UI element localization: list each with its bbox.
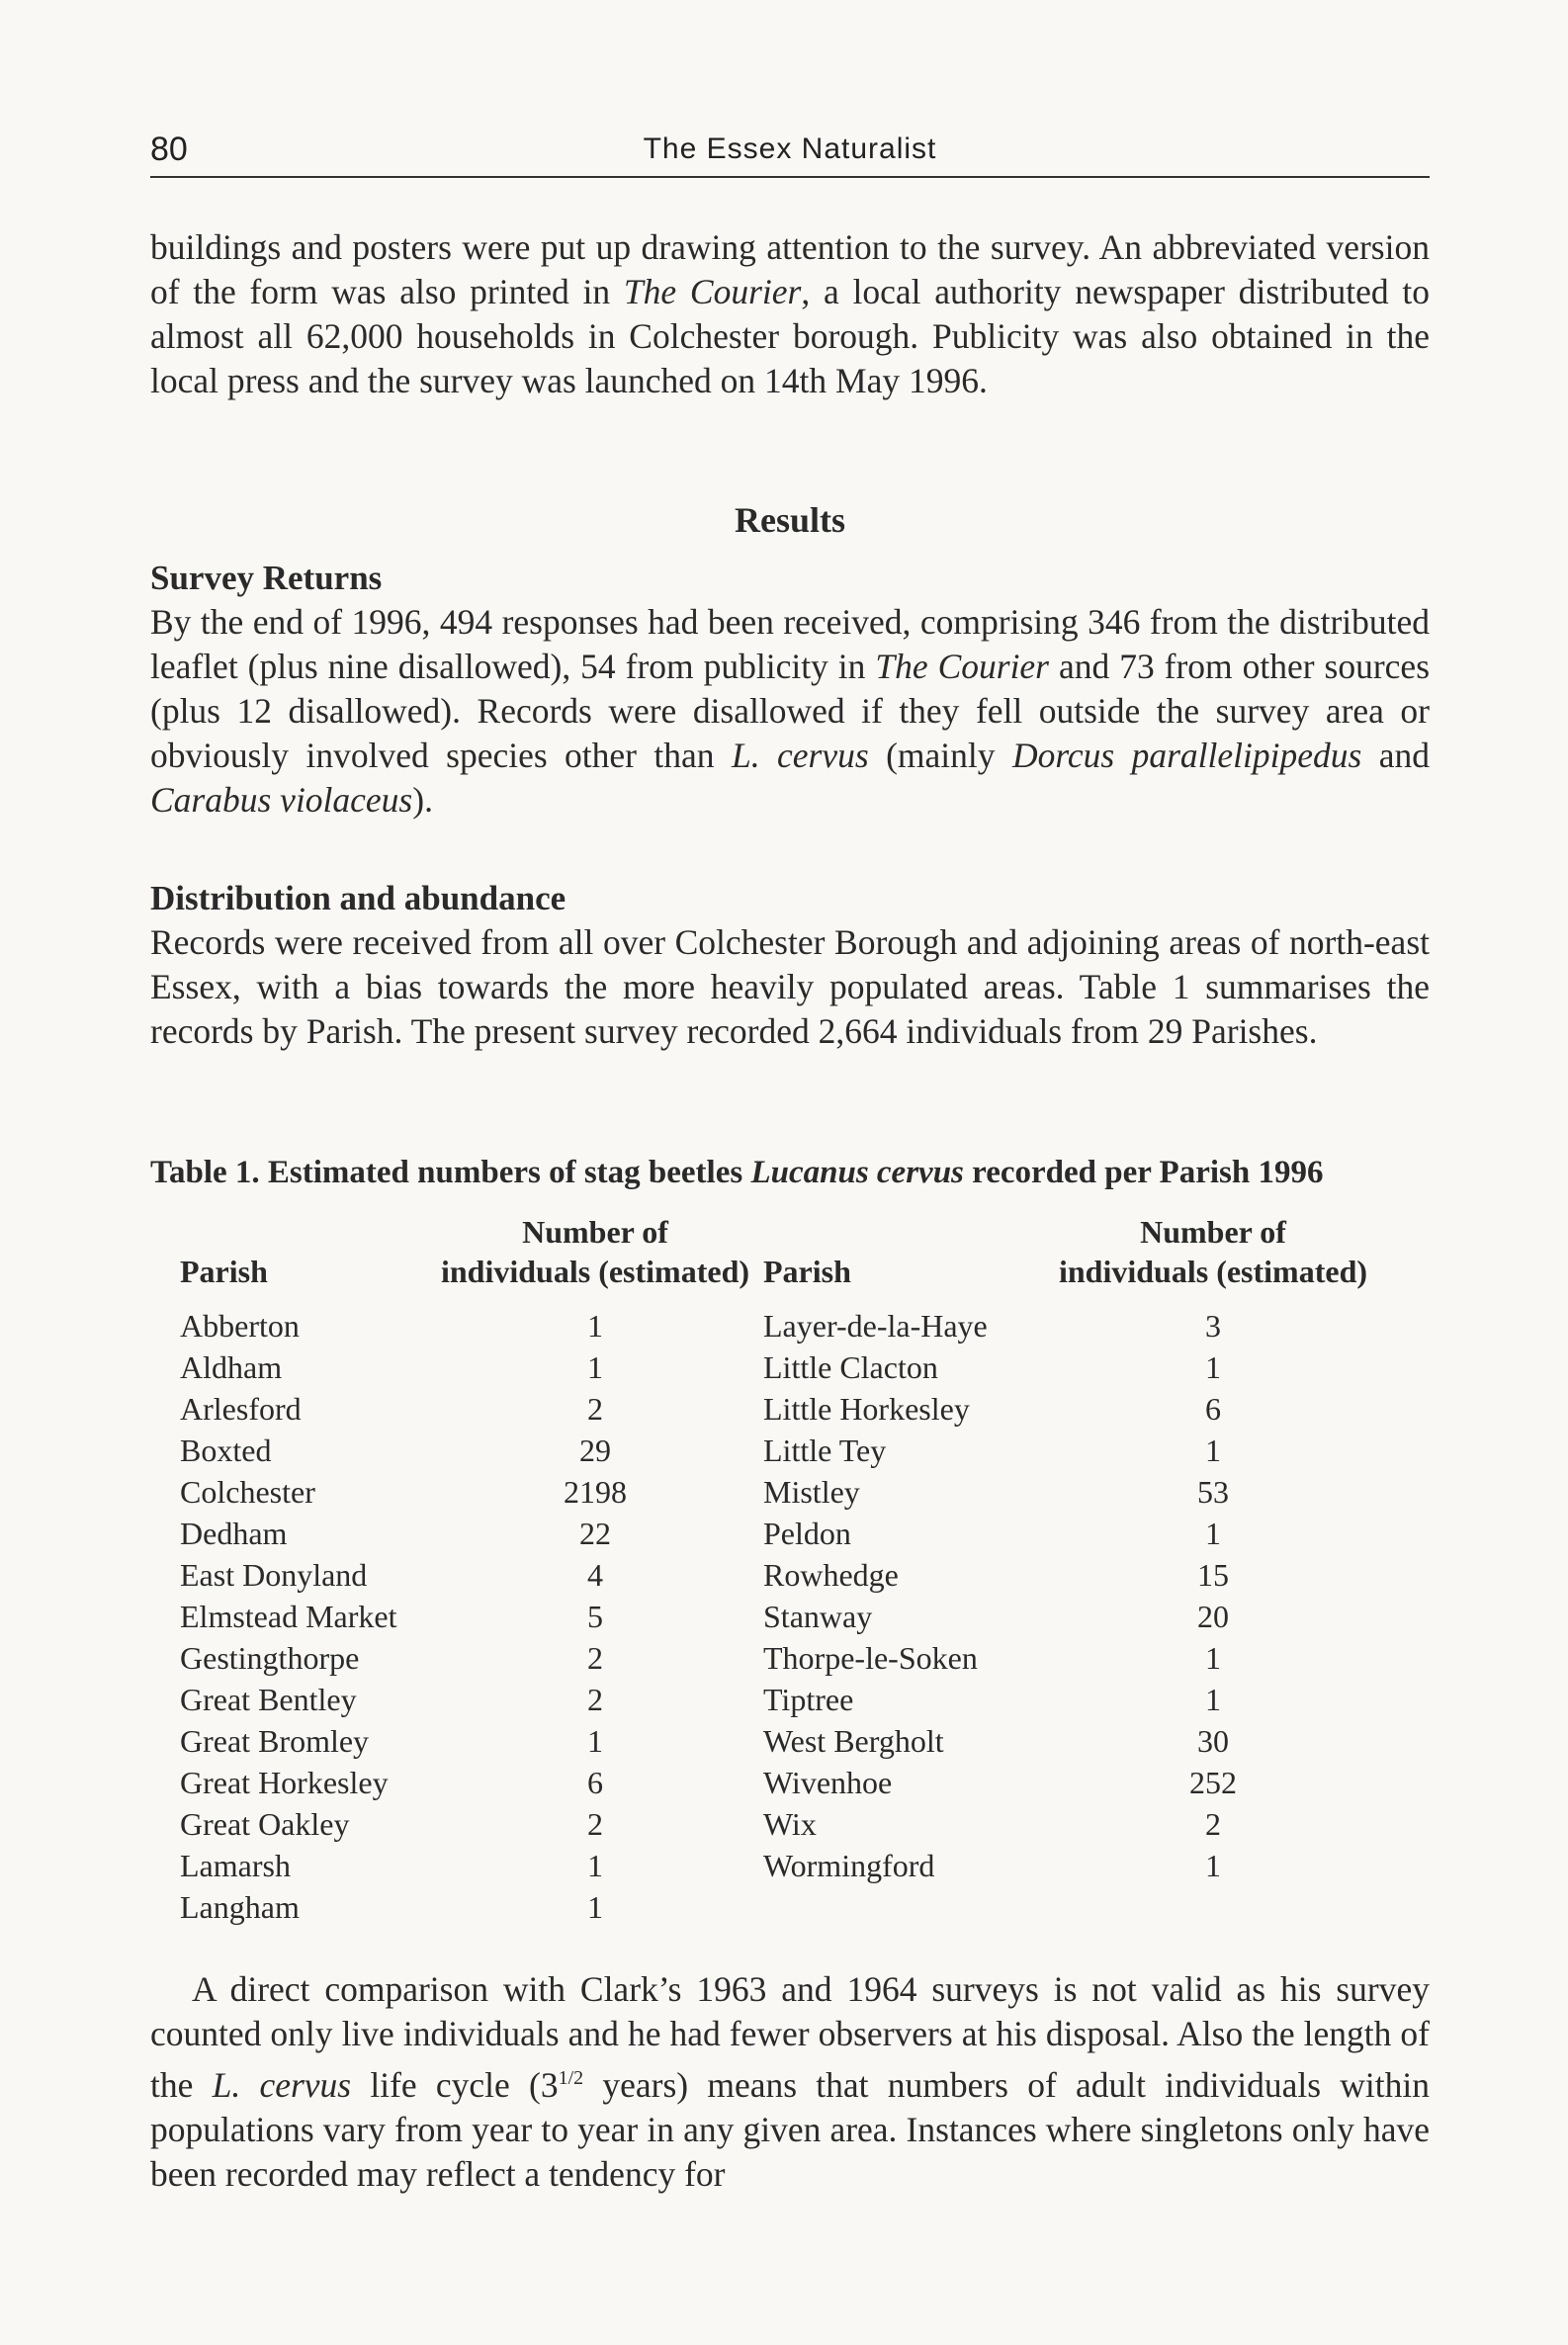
count-cell: 15 (1197, 1557, 1229, 1593)
running-head (150, 127, 1430, 178)
survey-returns-paragraph: By the end of 1996, 494 responses had been received, comprising 346 from the distributed leaflet (plus nine disallowed), 54 from publicity in The Courier and 73 from other sources (plus 12 disallowed). Records were disallowed if they fell outside the survey area or obviously involved species other than L. cervus (mainly Dorcus parallelipipedus and Carabus violaceus). (150, 602, 1431, 820)
parish-cell: Great Bromley (180, 1723, 370, 1759)
count-cell: 3 (1205, 1308, 1221, 1344)
table-row (180, 1430, 1416, 1471)
count-cell: 2198 (564, 1474, 627, 1510)
count-cell: 6 (1205, 1391, 1221, 1427)
count-cell: 30 (1197, 1723, 1229, 1759)
parish-cell: Arlesford (180, 1391, 302, 1427)
parish-cell: Wormingford (763, 1848, 935, 1883)
parish-cell: Colchester (180, 1474, 315, 1510)
table-row (180, 1845, 1416, 1886)
column-header-number: Number of individuals (estimated) (440, 1214, 750, 1289)
count-cell: 29 (579, 1433, 611, 1468)
table-caption: Table 1. Estimated numbers of stag beetles Lucanus cervus recorded per Parish 1996 (150, 1155, 1324, 1190)
parish-cell: Great Bentley (180, 1682, 357, 1717)
parish-cell (763, 1886, 1010, 1928)
survey-returns-section (150, 556, 1430, 823)
parish-cell: Thorpe-le-Soken (763, 1640, 978, 1676)
parish-cell: Wivenhoe (763, 1765, 893, 1800)
table-row (180, 1346, 1416, 1388)
parish-cell: Little Tey (763, 1433, 887, 1468)
table-row (180, 1679, 1416, 1720)
intro-paragraph-block (150, 225, 1430, 403)
count-cell: 2 (587, 1682, 603, 1717)
parish-cell: Little Horkesley (763, 1391, 970, 1427)
parish-cell: Abberton (180, 1308, 300, 1344)
parish-cell: Lamarsh (180, 1848, 291, 1883)
distribution-section (150, 876, 1430, 1054)
parish-cell: Aldham (180, 1349, 283, 1385)
column-header-parish-2: Parish (763, 1254, 851, 1289)
count-cell: 5 (587, 1599, 603, 1634)
parish-cell: Langham (180, 1889, 300, 1925)
count-cell: 1 (1205, 1349, 1221, 1385)
parish-cell: Layer-de-la-Haye (763, 1308, 988, 1344)
count-cell: 53 (1197, 1474, 1229, 1510)
count-cell: 1 (1205, 1516, 1221, 1551)
table-row (180, 1637, 1416, 1679)
count-cell: 252 (1189, 1765, 1237, 1800)
parish-cell: Wix (763, 1806, 817, 1842)
distribution-paragraph: Records were received from all over Colchester Borough and adjoining areas of north-east Essex, with a bias towards the more heavily populated areas. Table 1 summarises the records by Parish. The present survey recorded 2,664 individuals from 29 Parishes. (150, 922, 1430, 1051)
survey-returns-heading: Survey Returns (150, 559, 383, 597)
parish-cell: East Donyland (180, 1557, 368, 1593)
table-header-row (180, 1212, 1416, 1291)
final-paragraph: A direct comparison with Clark’s 1963 and 1964 surveys is not valid as his survey counted only live individuals and he had fewer observers at his disposal. Also the length of the L. cervus life cycle ($3^{1/2}$ years) means that numbers of adult individuals within populations vary from year to year in any given area. Instances where singletons only have been recorded may reflect a tendency for (150, 1969, 1430, 2194)
results-heading: Results (734, 500, 845, 540)
table-row (180, 1471, 1416, 1513)
count-cell: 1 (587, 1723, 603, 1759)
count-cell: 1 (587, 1889, 603, 1925)
parish-cell: Stanway (763, 1599, 873, 1634)
count-cell: 2 (587, 1806, 603, 1842)
count-cell: 22 (579, 1516, 611, 1551)
column-header-parish: Parish (180, 1254, 268, 1289)
count-cell: 2 (1205, 1806, 1221, 1842)
table-row (180, 1803, 1416, 1845)
count-cell: 6 (587, 1765, 603, 1800)
count-cell: 1 (1205, 1682, 1221, 1717)
count-cell: 1 (587, 1349, 603, 1385)
count-cell: 1 (1205, 1433, 1221, 1468)
table-row (180, 1596, 1416, 1637)
parish-cell: Tiptree (763, 1682, 854, 1717)
intro-paragraph: buildings and posters were put up drawing attention to the survey. An abbreviated version of the form was also printed in The Courier, a local authority newspaper distributed to almost all 62,000 households in Colchester borough. Publicity was also obtained in the local press and the survey was launched on 14th May 1996. (150, 227, 1430, 400)
count-cell: 1 (587, 1308, 603, 1344)
table-row (180, 1388, 1416, 1430)
table-row (180, 1762, 1416, 1803)
table-row (180, 1513, 1416, 1554)
parish-cell: Dedham (180, 1516, 288, 1551)
column-header-number-2: Number of individuals (estimated) (1058, 1214, 1368, 1289)
parish-cell: West Bergholt (763, 1723, 944, 1759)
parish-cell: Elmstead Market (180, 1599, 397, 1634)
journal-title: The Essex Naturalist (643, 132, 937, 165)
parish-cell: Peldon (763, 1516, 851, 1551)
parish-cell: Great Horkesley (180, 1765, 389, 1800)
count-cell: 1 (587, 1848, 603, 1883)
parish-cell: Rowhedge (763, 1557, 899, 1593)
count-cell (1010, 1886, 1416, 1928)
page-number: 80 (150, 130, 188, 168)
table-row (180, 1720, 1416, 1762)
parish-cell: Boxted (180, 1433, 272, 1468)
table-row (180, 1554, 1416, 1596)
count-cell: 2 (587, 1391, 603, 1427)
table-row (180, 1886, 1416, 1928)
parish-cell: Gestingthorpe (180, 1640, 360, 1676)
count-cell: 1 (1205, 1848, 1221, 1883)
parish-cell: Mistley (763, 1474, 860, 1510)
parish-cell: Great Oakley (180, 1806, 350, 1842)
count-cell: 2 (587, 1640, 603, 1676)
count-cell: 4 (587, 1557, 603, 1593)
table-row (180, 1305, 1416, 1346)
parish-cell: Little Clacton (763, 1349, 938, 1385)
count-cell: 1 (1205, 1640, 1221, 1676)
count-cell: 20 (1197, 1599, 1229, 1634)
parish-table (180, 1212, 1416, 1928)
distribution-heading: Distribution and abundance (150, 879, 566, 917)
final-paragraph-block (150, 1967, 1430, 2197)
